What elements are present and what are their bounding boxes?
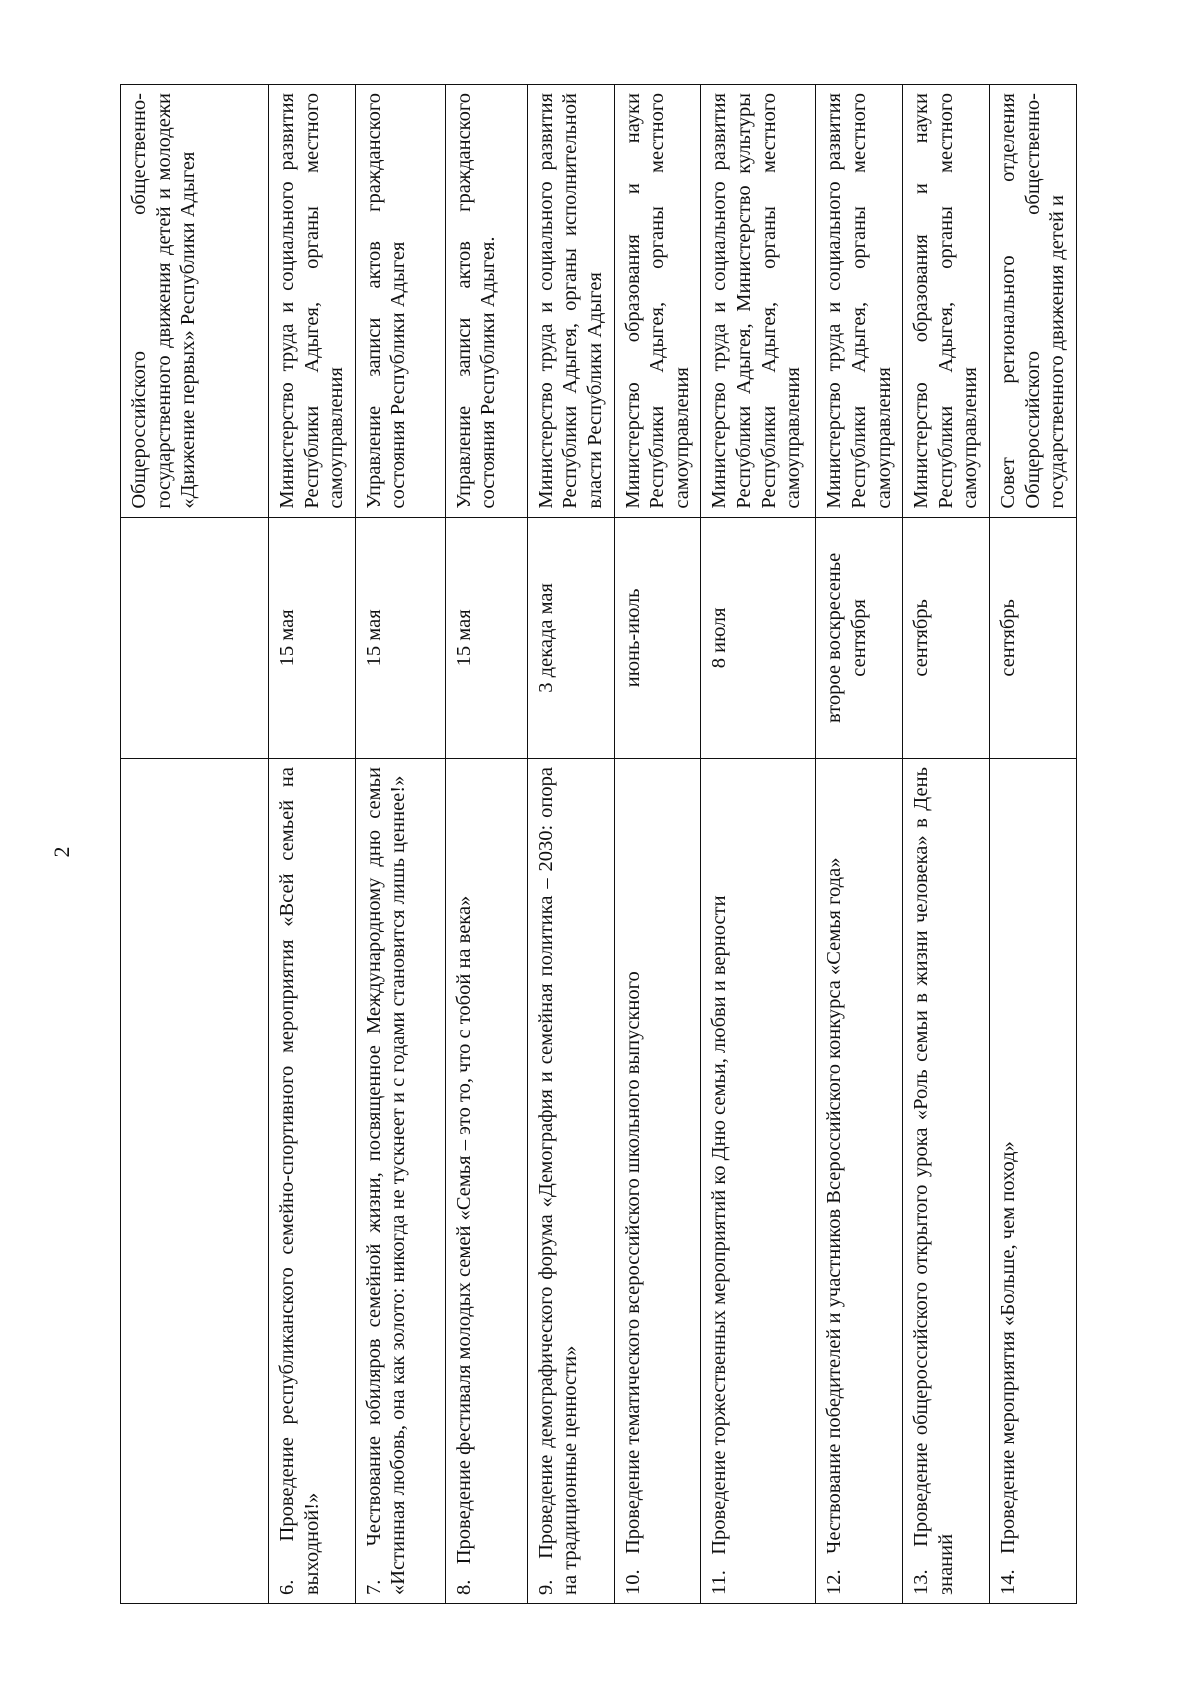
- table-row: [527, 85, 614, 1604]
- date-cell: сентябрь: [903, 517, 990, 758]
- row-number: 12.: [823, 1569, 846, 1595]
- events-table: [120, 84, 1077, 1604]
- event-text: Проведение фестиваля молодых семей «Семья – это то, что с тобой на века»: [452, 895, 475, 1565]
- date-cell: 15 мая: [445, 517, 527, 758]
- event-cell: [269, 759, 356, 1604]
- event-text: Проведение общероссийского открытого урока «Роль семьи в жизни человека» в День знаний: [910, 767, 957, 1595]
- row-number: 11.: [708, 1570, 731, 1595]
- responsible-cell: Министерство труда и социального развития Республики Адыгея, органы исполнительной власти Республики Адыгея: [527, 85, 614, 518]
- event-cell: [445, 759, 527, 1604]
- row-number: 8.: [452, 1579, 475, 1595]
- date-cell: 15 мая: [355, 517, 445, 758]
- responsible-cell: Общероссийского общественно-государственного движения детей и молодежи «Движение первых» Республики Адыгея: [121, 85, 269, 518]
- row-number: 6.: [276, 1579, 298, 1595]
- date-cell: 8 июля: [701, 517, 816, 758]
- row-number: 7.: [362, 1579, 385, 1595]
- event-text: Проведение мероприятия «Больше, чем поход»: [996, 1141, 1019, 1554]
- table-row: [903, 85, 990, 1604]
- event-text: Чествование юбиляров семейной жизни, посвященное Международному дню семьи «Истинная любовь, она как золото: никогда не тускнеет и с годами становится лишь ценнее!»: [362, 767, 410, 1595]
- event-cell: [989, 759, 1076, 1604]
- table-row: [269, 85, 356, 1604]
- table-row-continuation: [121, 85, 269, 1604]
- row-number: 10.: [621, 1569, 644, 1595]
- date-cell: сентябрь: [989, 517, 1076, 758]
- table-row: [445, 85, 527, 1604]
- row-number: 14.: [996, 1569, 1019, 1595]
- event-cell-empty: [121, 759, 269, 1604]
- event-text: Чествование победителей и участников Всероссийского конкурса «Семья года»: [823, 857, 846, 1554]
- responsible-cell: Совет регионального отделения Общероссийского общественно-государственного движения детей и: [989, 85, 1076, 518]
- responsible-cell: Управление записи актов гражданского состояния Республики Адыгея.: [445, 85, 527, 518]
- event-text: Проведение республиканского семейно-спортивного мероприятия «Всей семьей на выходной!»: [276, 767, 323, 1595]
- row-number: 13.: [910, 1569, 933, 1595]
- table-row: [989, 85, 1076, 1604]
- event-cell: [614, 759, 701, 1604]
- responsible-cell: Министерство труда и социального развития Республики Адыгея, Министерство культуры Республики Адыгея, органы местного самоуправления: [701, 85, 816, 518]
- page-number: 2: [49, 846, 74, 858]
- responsible-cell: Управление записи актов гражданского состояния Республики Адыгея: [355, 85, 445, 518]
- row-number: 9.: [534, 1579, 557, 1595]
- event-cell: [527, 759, 614, 1604]
- date-cell: 3 декада мая: [527, 517, 614, 758]
- event-text: Проведение тематического всероссийского школьного выпускного: [621, 971, 644, 1554]
- date-cell: второе воскресенье сентября: [816, 517, 903, 758]
- responsible-cell: Министерство образования и науки Республики Адыгея, органы местного самоуправления: [903, 85, 990, 518]
- table-row: [701, 85, 816, 1604]
- event-cell: [701, 759, 816, 1604]
- date-cell: 15 мая: [269, 517, 356, 758]
- table-row: [355, 85, 445, 1604]
- responsible-cell: Министерство образования и науки Республики Адыгея, органы местного самоуправления: [614, 85, 701, 518]
- table-row: [816, 85, 903, 1604]
- responsible-cell: Министерство труда и социального развития Республики Адыгея, органы местного самоуправления: [269, 85, 356, 518]
- event-cell: [903, 759, 990, 1604]
- date-cell: июнь-июль: [614, 517, 701, 758]
- responsible-cell: Министерство труда и социального развития Республики Адыгея, органы местного самоуправления: [816, 85, 903, 518]
- event-cell: [355, 759, 445, 1604]
- table-row: [614, 85, 701, 1604]
- event-cell: [816, 759, 903, 1604]
- date-cell-empty: [121, 517, 269, 758]
- document-table-rotated: [120, 84, 1072, 1604]
- event-text: Проведение демографического форума «Демография и семейная политика – 2030: опора на традиционные ценности»: [534, 767, 582, 1595]
- event-text: Проведение торжественных мероприятий ко Дню семьи, любви и верности: [708, 895, 731, 1555]
